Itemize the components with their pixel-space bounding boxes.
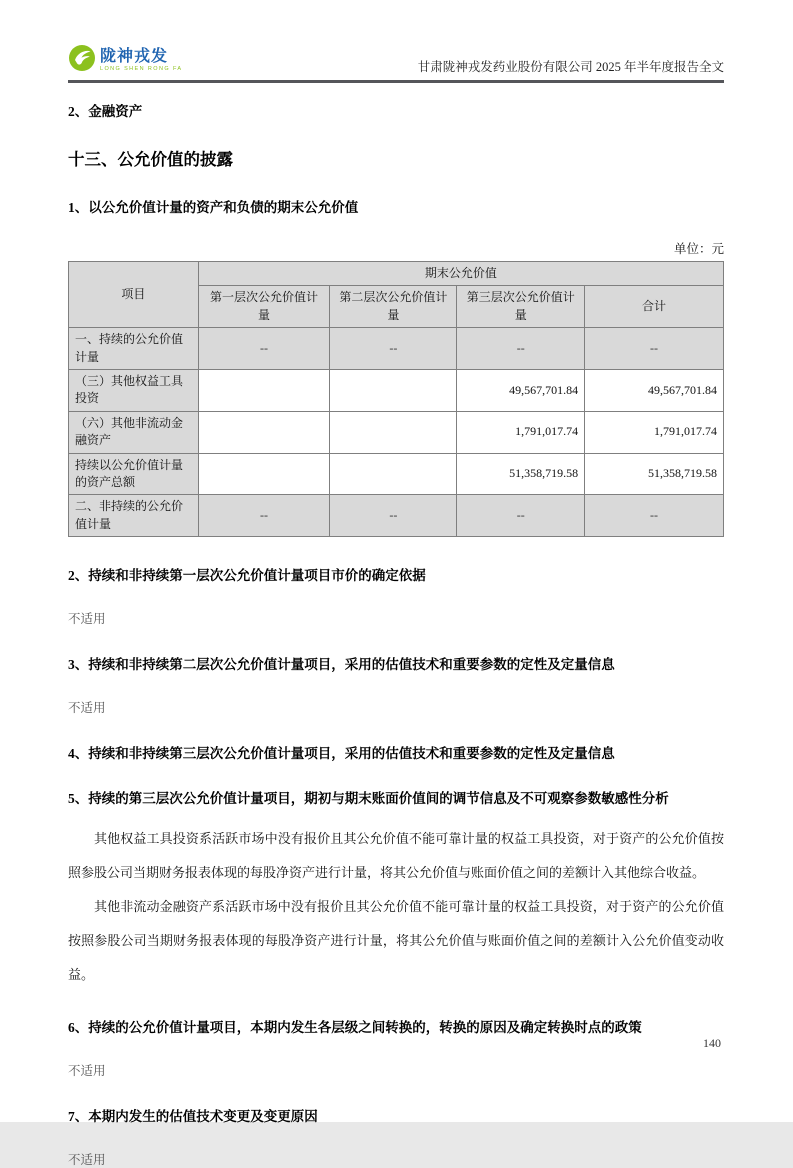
row-cell-level1: --: [198, 328, 330, 370]
logo-bird-icon: [68, 44, 96, 77]
table-row: [69, 495, 724, 537]
fair-value-table: [68, 261, 724, 537]
not-applicable-text: 不适用: [68, 1153, 106, 1168]
col-header-level1: 第一层次公允价值计量: [198, 286, 330, 328]
paragraph-equity-instruments: 其他权益工具投资系活跃市场中没有报价且其公允价值不能可靠计量的权益工具投资，对于资产的公允价值按照参股公司当期财务报表体现的每股净资产进行计量，将其公允价值与账面价值之间的差额计入其他综合收益。: [68, 831, 724, 881]
table-row: [69, 369, 724, 411]
row-item-label: （六）其他非流动金融资产: [69, 411, 199, 453]
explanation-paragraphs: [68, 822, 724, 992]
row-cell-level2: [330, 411, 457, 453]
heading-item1: 1、以公允价值计量的资产和负债的期末公允价值: [68, 200, 359, 215]
logo-en-text: LONG SHEN RONG FA: [100, 65, 183, 72]
table-row: [69, 411, 724, 453]
row-cell-level2: [330, 369, 457, 411]
row-item-label: 一、持续的公允价值计量: [69, 328, 199, 370]
not-applicable-text: 不适用: [68, 1064, 106, 1079]
row-cell-level3: 51,358,719.58: [457, 453, 585, 495]
table-row: [69, 453, 724, 495]
page-header: [68, 0, 724, 77]
row-cell-level1: [198, 453, 330, 495]
row-cell-level3: 49,567,701.84: [457, 369, 585, 411]
row-cell-total: 1,791,017.74: [585, 411, 724, 453]
logo-cn-text: 陇神戎发: [100, 47, 169, 65]
row-cell-total: 49,567,701.84: [585, 369, 724, 411]
row-cell-total: 51,358,719.58: [585, 453, 724, 495]
heading-fair-value-disclosure: 十三、公允价值的披露: [68, 150, 233, 169]
not-applicable-text: 不适用: [68, 701, 106, 716]
row-cell-level2: [330, 453, 457, 495]
row-cell-level1: --: [198, 495, 330, 537]
heading-item7: 7、本期内发生的估值技术变更及变更原因: [68, 1109, 318, 1125]
heading-item4: 4、持续和非持续第三层次公允价值计量项目，采用的估值技术和重要参数的定性及定量信息: [68, 746, 615, 762]
not-applicable-text: 不适用: [68, 612, 106, 627]
row-cell-level2: --: [330, 328, 457, 370]
col-group-header: 期末公允价值: [198, 262, 723, 286]
paragraph-noncurrent-assets: 其他非流动金融资产系活跃市场中没有报价且其公允价值不能可靠计量的权益工具投资，对于资产的公允价值按照参股公司当期财务报表体现的每股净资产进行计量，将其公允价值与账面价值之间的差额计入公允价值变动收益。: [68, 899, 724, 983]
col-header-item: 项目: [69, 262, 199, 328]
page-number: 140: [703, 1036, 721, 1050]
company-logo: [68, 44, 182, 77]
row-cell-total: --: [585, 495, 724, 537]
unit-label: 单位：元: [673, 242, 724, 256]
header-divider: [68, 80, 724, 83]
row-cell-level1: [198, 411, 330, 453]
row-cell-level1: [198, 369, 330, 411]
row-cell-level3: 1,791,017.74: [457, 411, 585, 453]
row-item-label: 二、非持续的公允价值计量: [69, 495, 199, 537]
row-cell-total: --: [585, 328, 724, 370]
heading-item2: 2、持续和非持续第一层次公允价值计量项目市价的确定依据: [68, 568, 426, 584]
row-item-label: 持续以公允价值计量的资产总额: [69, 453, 199, 495]
table-row: [69, 328, 724, 370]
row-item-label: （三）其他权益工具投资: [69, 369, 199, 411]
heading-item3: 3、持续和非持续第二层次公允价值计量项目，采用的估值技术和重要参数的定性及定量信息: [68, 657, 615, 673]
col-header-total: 合计: [585, 286, 724, 328]
heading-item6: 6、持续的公允价值计量项目，本期内发生各层级之间转换的，转换的原因及确定转换时点的政策: [68, 1020, 642, 1036]
heading-item5: 5、持续的第三层次公允价值计量项目，期初与期末账面价值间的调节信息及不可观察参数敏感性分析: [68, 791, 669, 807]
row-cell-level3: --: [457, 328, 585, 370]
row-cell-level2: --: [330, 495, 457, 537]
row-cell-level3: --: [457, 495, 585, 537]
table-header-group-row: [69, 262, 724, 286]
document-title: 甘肃陇神戎发药业股份有限公司 2025 年半年度报告全文: [417, 60, 724, 74]
heading-financial-assets: 2、金融资产: [68, 104, 143, 119]
logo-text: [100, 49, 182, 73]
col-header-level3: 第三层次公允价值计量: [457, 286, 585, 328]
col-header-level2: 第二层次公允价值计量: [330, 286, 457, 328]
